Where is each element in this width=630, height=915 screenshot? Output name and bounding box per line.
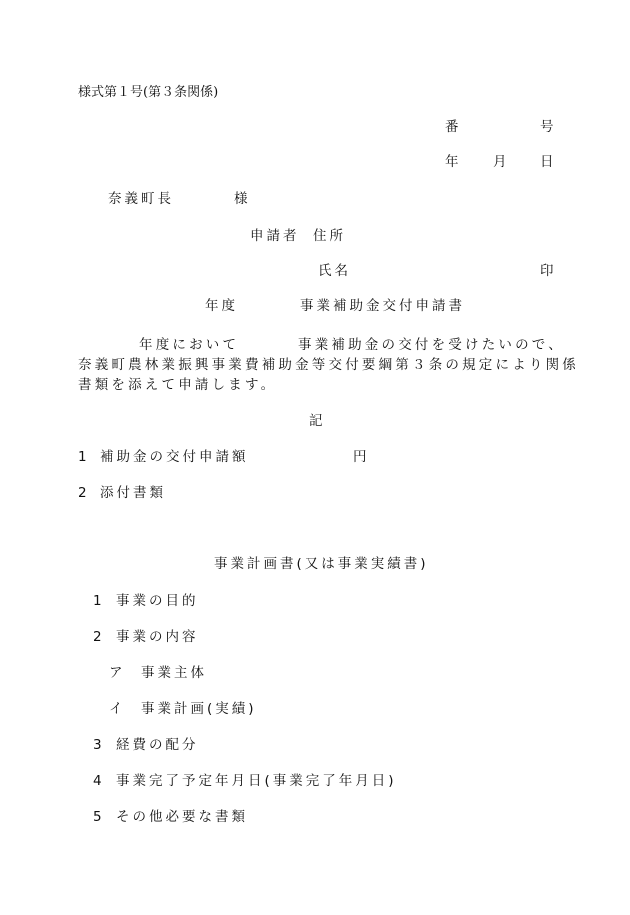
addressee: 奈義町長 [108,191,174,207]
body-line1-year: 年度において [139,337,240,353]
plan-item-number: 1 [93,593,102,609]
body-paragraph [78,335,579,395]
ki-heading: 記 [309,413,323,429]
name-label: 氏名 [318,263,351,279]
plan-item-label: 経費の配分 [116,737,199,753]
date-month-label: 月 [493,154,507,170]
plan-item-number: 5 [93,809,102,825]
body-line2: 奈義町農林業振興事業費補助金等交付要綱第３条の規定により関係 [78,357,579,373]
plan-item-label: 事業の内容 [116,629,199,645]
plan-subitem-number: ア [109,665,123,681]
plan-item-label: 事業完了予定年月日(事業完了年月日) [116,773,397,789]
item2-number: 2 [78,485,87,501]
plan-subitem-label: 事業主体 [141,665,207,681]
form-number: 様式第１号(第３条関係) [78,85,219,100]
plan-item-label: その他必要な書類 [116,809,248,825]
date-year-label: 年 [445,154,459,170]
item1-label: 補助金の交付申請額 [100,449,249,465]
number-label-go: 号 [540,119,554,135]
title-year: 年度 [205,298,238,314]
body-line1-subsidy: 事業補助金の交付を受けたいので、 [298,337,565,353]
plan-subitem-label: 事業計画(実績) [141,701,257,717]
body-line3: 書類を添えて申請します。 [78,377,278,393]
plan-title: 事業計画書(又は事業実績書) [214,556,429,572]
applicant-label: 申請者 [250,228,300,244]
number-label-ban: 番 [445,119,459,135]
plan-item-number: 2 [93,629,102,645]
address-label: 住所 [313,228,346,244]
plan-item-number: 4 [93,773,102,789]
date-day-label: 日 [540,154,554,170]
seal-mark: 印 [540,263,554,279]
item1-unit: 円 [353,449,367,465]
item1-number: 1 [78,449,87,465]
item2-label: 添付書類 [100,485,166,501]
plan-subitem-number: イ [109,701,123,717]
addressee-honorific: 様 [234,191,248,207]
plan-item-number: 3 [93,737,102,753]
plan-item-label: 事業の目的 [116,593,199,609]
document-title: 事業補助金交付申請書 [300,298,465,314]
